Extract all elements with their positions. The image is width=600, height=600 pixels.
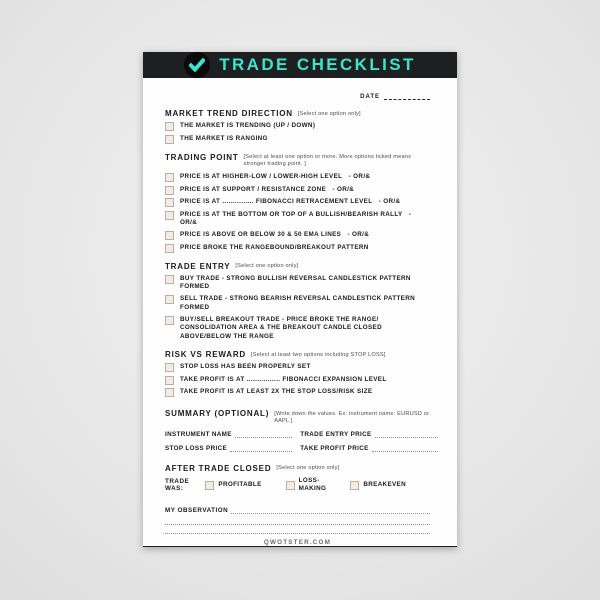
summary-field-trade-entry-price <box>300 429 438 438</box>
section-title: TRADING POINT <box>165 152 239 162</box>
option-label: PROFITABLE <box>218 480 262 488</box>
checkbox[interactable] <box>165 198 174 207</box>
checkbox[interactable] <box>165 122 174 131</box>
checklist-item-label: PRICE IS ABOVE OR BELOW 30 & 50 EMA LINES - OR/& <box>180 231 370 238</box>
section-title: RISK VS REWARD <box>165 350 246 359</box>
section-summary <box>165 409 430 452</box>
checkbox[interactable] <box>350 481 359 490</box>
summary-field-label: TRADE ENTRY PRICE <box>300 430 372 438</box>
option-breakeven <box>350 481 406 490</box>
checklist-card <box>143 52 457 547</box>
checkbox[interactable] <box>165 135 174 144</box>
checkbox[interactable] <box>165 173 174 182</box>
summary-field-label: INSTRUMENT NAME <box>165 430 232 438</box>
checkbox[interactable] <box>165 244 174 253</box>
summary-fill-line[interactable] <box>372 446 438 452</box>
checkbox[interactable] <box>165 363 174 372</box>
checklist-item-label: SELL TRADE - STRONG BEARISH REVERSAL CANDLESTICK PATTERN FORMED <box>180 295 415 311</box>
summary-field-label: TAKE PROFIT PRICE <box>300 444 369 452</box>
option-label: BREAKEVEN <box>363 480 406 488</box>
summary-fill-line[interactable] <box>235 432 292 438</box>
checklist-item <box>165 376 430 385</box>
summary-field-instrument-name <box>165 429 292 438</box>
summary-field-take-profit-price <box>300 443 438 452</box>
section-market-trend-direction <box>165 109 430 144</box>
checklist-item-label: BUY TRADE - STRONG BULLISH REVERSAL CANDLESTICK PATTERN FORMED <box>180 274 411 290</box>
checklist-item-label: BUY/SELL BREAKOUT TRADE - PRICE BROKE THE RANGE/ CONSOLIDATION AREA & THE BREAKOUT CANDLE CLOSED ABOVE/BELOW THE RANGE <box>180 315 382 340</box>
observation-label: MY OBSERVATION <box>165 506 229 514</box>
section-hint: [Select one option only] <box>276 465 340 471</box>
checkbox[interactable] <box>165 231 174 240</box>
summary-fill-line[interactable] <box>230 446 292 452</box>
checkmark-icon <box>184 52 210 78</box>
checkbox[interactable] <box>165 295 174 304</box>
checklist-item-label: PRICE IS AT THE BOTTOM OR TOP OF A BULLISH/BEARISH RALLY - OR/& <box>180 210 412 226</box>
section-title: AFTER TRADE CLOSED <box>165 463 272 473</box>
option-profitable <box>205 481 261 490</box>
checklist-item-label: THE MARKET IS TRENDING (UP / DOWN) <box>180 122 316 129</box>
checklist-item <box>165 275 430 292</box>
section-hint: [Select at least one option or more. More options ticked means stronger trading point. ] <box>243 154 412 167</box>
section-title: SUMMARY (OPTIONAL) <box>165 409 270 418</box>
checkbox[interactable] <box>165 388 174 397</box>
checklist-item <box>165 198 430 207</box>
checkbox[interactable] <box>165 275 174 284</box>
checkbox[interactable] <box>165 316 174 325</box>
footer-band <box>143 546 457 548</box>
checklist-item <box>165 244 430 253</box>
checklist-item-label: STOP LOSS HAS BEEN PROPERLY SET <box>180 363 311 370</box>
trade-was-row <box>165 477 430 494</box>
checklist-item <box>165 316 430 342</box>
checklist-item <box>165 363 430 372</box>
checklist-item <box>165 211 430 228</box>
date-label: DATE <box>360 94 380 100</box>
section-my-observation <box>165 505 430 534</box>
site-url: QWOTSTER.COM <box>263 538 332 546</box>
checklist-item <box>165 231 430 240</box>
date-row <box>165 91 430 100</box>
checklist-item-label: TAKE PROFIT IS AT LEAST 2X THE STOP LOSS/RISK SIZE <box>180 388 373 395</box>
option-label: LOSS-MAKING <box>298 476 327 492</box>
checklist-item-label: PRICE IS AT HIGHER-LOW / LOWER-HIGH LEVEL - OR/& <box>180 173 371 180</box>
section-hint: [Select one option only] <box>297 110 361 117</box>
checklist-item <box>165 388 430 397</box>
section-after-trade-closed <box>165 464 430 494</box>
checkbox[interactable] <box>165 211 174 220</box>
section-risk-vs-reward <box>165 350 430 397</box>
date-fill-line[interactable] <box>384 94 430 100</box>
checklist-item-label: TAKE PROFIT IS AT ................ FIBONACCI EXPANSION LEVEL <box>180 375 387 383</box>
checkbox[interactable] <box>286 481 295 490</box>
section-title: MARKET TREND DIRECTION <box>165 109 293 118</box>
section-hint: [Select one option only] <box>235 263 299 269</box>
option-loss-making <box>286 477 327 494</box>
section-trading-point <box>165 153 430 253</box>
checkbox[interactable] <box>165 376 174 385</box>
trade-was-label: TRADE WAS: <box>165 478 190 492</box>
observation-fill-line[interactable] <box>231 508 430 514</box>
section-title: TRADE ENTRY <box>165 261 231 271</box>
header-band <box>143 52 457 78</box>
summary-field-stop-loss-price <box>165 443 292 452</box>
summary-fill-line[interactable] <box>375 432 438 438</box>
summary-field-label: STOP LOSS PRICE <box>165 444 228 452</box>
section-hint: [Select at least two options including STOP LOSS] <box>251 351 386 358</box>
observation-fill-line[interactable] <box>165 525 430 534</box>
paper <box>143 78 457 546</box>
checklist-item <box>165 186 430 195</box>
checkbox[interactable] <box>205 481 214 490</box>
checklist-item-label: PRICE BROKE THE RANGEBOUND/BREAKOUT PATTERN <box>180 243 369 251</box>
observation-fill-line[interactable] <box>165 516 430 525</box>
page-title: TRADE CHECKLIST <box>219 55 416 74</box>
checklist-item <box>165 122 430 131</box>
checkbox[interactable] <box>165 186 174 195</box>
checklist-item-label: THE MARKET IS RANGING <box>180 134 268 142</box>
section-trade-entry <box>165 262 430 342</box>
checklist-item <box>165 135 430 144</box>
checklist-item-label: PRICE IS AT ............... FIBONACCI RETRACEMENT LEVEL - OR/& <box>180 198 401 205</box>
checklist-item-label: PRICE IS AT SUPPORT / RESISTANCE ZONE - OR/& <box>180 185 355 193</box>
section-hint: [Write down the values. Ex: instrument name: EURUSD or AAPL ] <box>274 410 430 424</box>
checklist-item <box>165 173 430 182</box>
checklist-item <box>165 295 430 312</box>
